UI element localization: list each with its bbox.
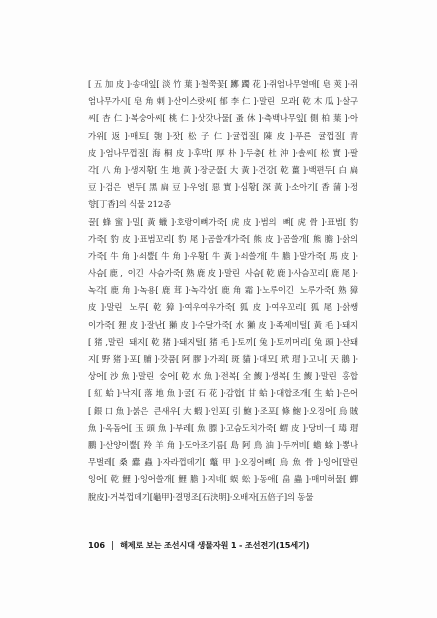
text-line: 魚]·옥돔어[玉頭魚]·부레[魚膘]·고슴도치가죽[蝟皮]·당비ㅡ[瑇瑁 — [88, 422, 358, 433]
text-line: 사슴[鹿, 이긴 사슴가죽[熟鹿皮]·말린 사슴[乾鹿]·사슴꼬리[鹿尾]· — [88, 268, 358, 279]
text-line: 지[野猪]·포[脯]·갓품[阿膠]·가죄[斑貓]·대모[玳瑁]·고니[天鵝]· — [88, 354, 358, 364]
text-line: [猪,말린 돼지[乾猪]·돼지털[猪毛]·토끼[兔]·토끼머리[兔頭]·산돼 — [88, 336, 358, 347]
text-line: [銀口魚]·붉은 큰새우[大蝦]·인포[引鮑]·조포[條鮑]·오징어[烏賊 — [88, 405, 358, 416]
text-line: 皮]·엄나무껍질[海桐皮]·후박[厚朴]·두충[杜沖]·솔씨[松實]·팔 — [88, 147, 358, 158]
text-line: 가죽[豹皮]·표범꼬리[豹尾]·곰쓸개가죽[熊皮]·곰쓸개[熊膽]·삵의 — [88, 233, 358, 244]
text-line: 鵬]·산양이뿔[羚羊角]·도아조기름[島阿鳥油]·두꺼비[蟾蜍]·뽕나 — [88, 439, 358, 450]
body-text — [88, 76, 358, 506]
page-number: 106 — [88, 540, 106, 550]
text-line: 무벌레[桑蠹蟲]·자라껍데기[鼈甲]·오징어뼈[烏魚骨]·잉어[말린 — [88, 457, 358, 468]
text-line: 씨[杏仁]·복숭아씨[桃仁]·삿갓나물[蚤休]·측백나무잎[側柏葉]·아 — [88, 113, 358, 124]
text-line: 각[八角]·생지황[生地黃]·장군풀[大黃]·건강[乾薑]·백편두[白扁 — [88, 164, 358, 175]
text-line: 가죽[牛角]·쇠뿔[牛角]·우황[牛黃]·쇠쓸개[牛膽]·말가죽[馬皮]· — [88, 250, 358, 261]
text-line: [五加皮]·송대잎[淡竹葉]·철쭉꽃[躑躅花]·쥐엄나무열매[皂莢]·쥐 — [88, 79, 358, 89]
text-line: 꿀[蜂蜜]·밀[黃蠟]·호랑이뼈가죽[虎皮]·범의 뼈[虎骨]·표범[豹 — [88, 216, 358, 227]
text-line: 잉어[乾鯉]·잉어쓸개[鯉膽]·지네[蜈蚣]·동애[畠蟲]·매미허물[蟬 — [88, 474, 358, 485]
text-line: 향[丁香]의 식물 212종 — [88, 199, 171, 210]
text-line: 가위[返]·매토[匏]·잣[松子仁]·귤껍질[陳皮]·푸른 귤껍질[青 — [88, 130, 358, 141]
text-line: 녹각[鹿角]·녹용[鹿茸]·녹각상[鹿角霜]·노루이긴 노루가죽[熟獐 — [88, 285, 358, 296]
footer-separator — [112, 541, 113, 550]
text-line: 脫皮]·거북껍데기[龜甲]·결명조[石決明]·오배자[五倍子]의 동물 — [88, 491, 314, 502]
text-line: 皮]·말린 노루[乾獐]·여우여우가죽[狐皮]·여우꼬리[狐尾]·삵쌩 — [88, 302, 358, 313]
text-line: 엄나무가시[皂角刺]·산이스랏씨[郁李仁]·말린 모과[乾木瓜]·살구 — [88, 96, 358, 107]
text-line: [紅蛤]·낙지[落地魚]·굴[石花]·감합[甘蛤]·대합조개[生蛤]·은어 — [88, 388, 358, 399]
running-title: 해제로 보는 조선시대 생물자원 1 - 조선전기(15세기) — [120, 539, 310, 550]
text-line: 이가죽[狸皮]·잘난[獺皮]·수달가죽[水獺皮]·족제비털[黃毛]·돼지 — [88, 319, 358, 330]
text-line: 豆]·검은 변두[黑扁豆]·우엉[惡實]·심황[深黃]·소아기[香蒲]·정 — [88, 182, 358, 193]
page-footer — [88, 538, 309, 552]
text-line: 상어[沙魚]·말린 숭어[乾水魚]·전복[全鰒]·생복[生鰒]·말린 홍합 — [88, 371, 358, 382]
